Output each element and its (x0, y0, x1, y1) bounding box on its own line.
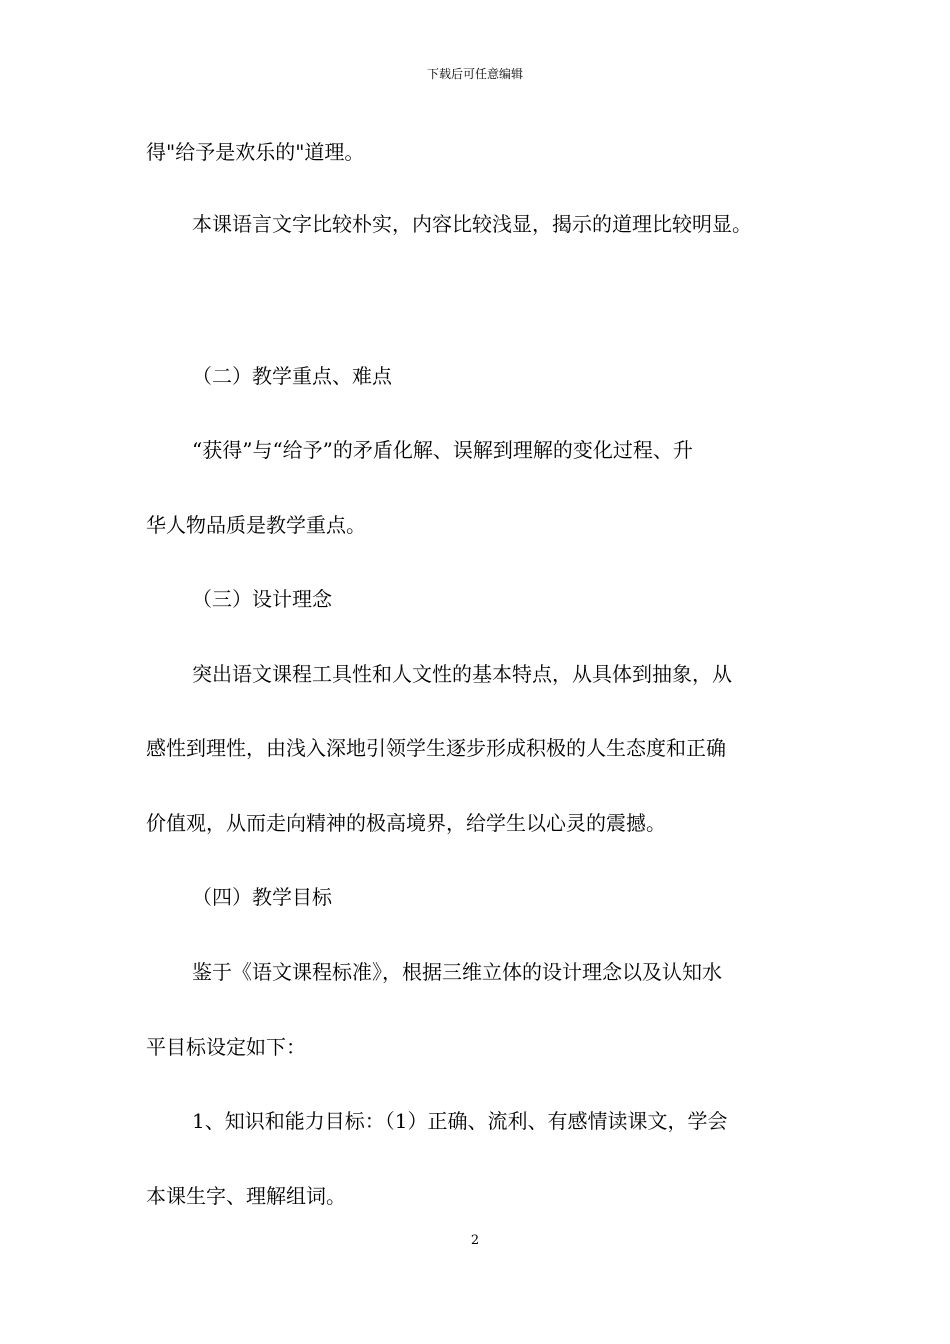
section-heading: （四）教学目标 (192, 885, 332, 909)
section-heading: （三）设计理念 (192, 587, 332, 611)
paragraph-line: “获得”与“给予”的矛盾化解、误解到理解的变化过程、升 (192, 438, 693, 462)
paragraph-line: 感性到理性，由浅入深地引领学生逐步形成积极的人生态度和正确 (146, 736, 726, 760)
page-number: 2 (470, 1233, 480, 1248)
paragraph-line: 华人物品质是教学重点。 (146, 513, 366, 537)
section-heading: （二）教学重点、难点 (192, 364, 392, 388)
page-header: 下载后可任意编辑 (426, 67, 523, 81)
paragraph-line: 本课语言文字比较朴实，内容比较浅显，揭示的道理比较明显。 (192, 212, 752, 236)
paragraph-line: 价值观，从而走向精神的极高境界，给学生以心灵的震撼。 (146, 811, 666, 835)
paragraph-line: 本课生字、理解组词。 (146, 1184, 346, 1208)
paragraph-line: 得"给予是欢乐的"道理。 (146, 140, 365, 164)
paragraph-line: 1、知识和能力目标：（1）正确、流利、有感情读课文，学会 (192, 1109, 728, 1133)
paragraph-line: 突出语文课程工具性和人文性的基本特点，从具体到抽象，从 (192, 662, 732, 686)
paragraph-line: 鉴于《语文课程标准》，根据三维立体的设计理念以及认知水 (192, 960, 722, 984)
paragraph-line: 平目标设定如下： (146, 1035, 306, 1059)
